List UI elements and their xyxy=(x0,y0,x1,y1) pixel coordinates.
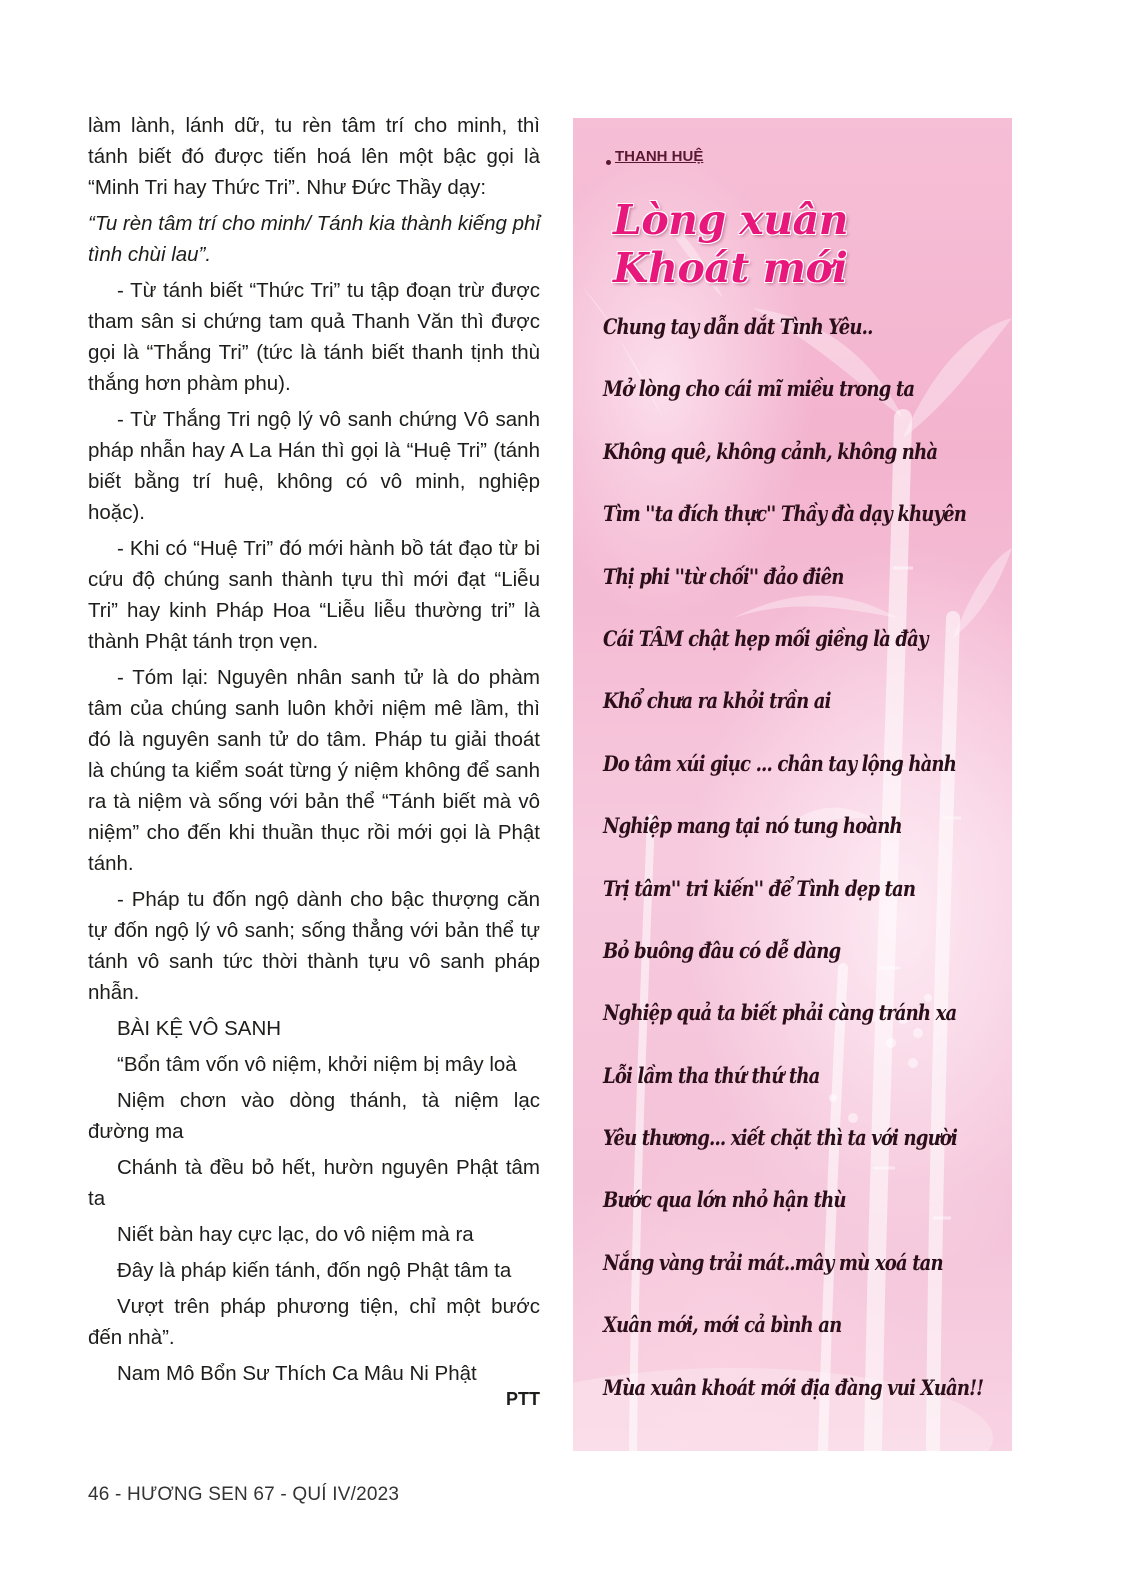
poem-body xyxy=(603,296,1008,1419)
signature: PTT xyxy=(506,1389,540,1409)
poem-line: Bỏ buông đâu có dễ dàng xyxy=(603,937,841,963)
poem-line: Chung tay dẫn dắt Tình Yêu.. xyxy=(603,314,873,339)
paragraph: - Pháp tu đốn ngộ dành cho bậc thượng căn tự đốn ngộ lý vô sanh; sống thẳng với bản thể tự tánh vô sanh tức thời thành tựu vô sanh pháp nhẫn. xyxy=(88,888,540,1004)
verse-line: Đây là pháp kiến tánh, đốn ngộ Phật tâm ta xyxy=(117,1259,512,1282)
poem-line: Khổ chưa ra khỏi trần ai xyxy=(603,688,831,714)
verse-line: “Bổn tâm vốn vô niệm, khởi niệm bị mây loà xyxy=(117,1053,517,1076)
page-footer: 46 - HƯƠNG SEN 67 - QUÍ IV/2023 xyxy=(88,1484,400,1505)
poem-line: Bước qua lớn nhỏ hận thù xyxy=(603,1187,846,1213)
poem-title: Lòng xuân Khoát mới xyxy=(613,196,849,292)
poem-line: Do tâm xúi giục ... chân tay lộng hành xyxy=(603,750,956,776)
poem-line: Nắng vàng trải mát..mây mù xoá tan xyxy=(603,1249,943,1275)
poem-author: THANH HUỆ xyxy=(615,148,704,165)
closing-line: Nam Mô Bổn Sư Thích Ca Mâu Ni Phật xyxy=(117,1362,477,1385)
article-column xyxy=(88,110,540,1410)
poem-line: Mở lòng cho cái mĩ miều trong ta xyxy=(603,376,915,402)
poem-line: Cái TÂM chật hẹp mối giềng là đây xyxy=(603,625,928,651)
poem-line: Không quê, không cảnh, không nhà xyxy=(603,438,938,464)
paragraph: - Từ tánh biết “Thức Tri” tu tập đoạn trừ được tham sân si chứng tam quả Thanh Văn thì được gọi là “Thắng Tri” (tức là tánh biết thanh tịnh thù thắng hơn phàm phu). xyxy=(88,279,540,395)
verse-heading: BÀI KỆ VÔ SANH xyxy=(117,1017,282,1040)
paragraph: - Từ Thắng Tri ngộ lý vô sanh chứng Vô sanh pháp nhẫn hay A La Hán thì gọi là “Huệ Tri” (tánh biết bằng trí huệ, không có vô minh, nghiệp hoặc). xyxy=(88,408,540,524)
verse-line: Niết bàn hay cực lạc, do vô niệm mà ra xyxy=(117,1223,474,1246)
poem-line: Mùa xuân khoát mới địa đàng vui Xuân!! xyxy=(603,1374,984,1400)
poem-line: Nghiệp mang tại nó tung hoành xyxy=(603,813,902,839)
poem-line: Yêu thương... xiết chặt thì ta với người xyxy=(603,1125,958,1151)
poem-line: Lỗi lầm tha thứ thứ tha xyxy=(603,1062,820,1088)
paragraph: làm lành, lánh dữ, tu rèn tâm trí cho minh, thì tánh biết đó được tiến hoá lên một bậc gọi là “Minh Tri hay Thức Tri”. Như Đức Thầy dạy: xyxy=(88,114,540,199)
paragraph: - Tóm lại: Nguyên nhân sanh tử là do phàm tâm của chúng sanh luôn khởi niệm mê lầm, thì đó là nguyên sanh tử do tâm. Pháp tu giải thoát là chúng ta kiểm soát từng ý niệm không để sanh ra tà niệm và sống với bản thể “Tánh biết mà vô niệm” cho đến khi thuần thục rồi mới gọi là Phật tánh. xyxy=(88,666,540,875)
verse-line: Niệm chơn vào dòng thánh, tà niệm lạc đường ma xyxy=(88,1089,540,1143)
verse-line: Chánh tà đều bỏ hết, hườn nguyên Phật tâm ta xyxy=(88,1156,540,1210)
poem-line: Trị tâm'' tri kiến'' để Tình dẹp tan xyxy=(603,875,916,901)
poem-panel xyxy=(573,118,1012,1451)
verse-line: Vượt trên pháp phương tiện, chỉ một bước đến nhà”. xyxy=(88,1295,540,1349)
bullet-icon xyxy=(606,160,611,165)
poem-line: Xuân mới, mới cả bình an xyxy=(603,1312,842,1338)
poem-line: Nghiệp quả ta biết phải càng tránh xa xyxy=(603,1000,957,1026)
quote-paragraph: “Tu rèn tâm trí cho minh/ Tánh kia thành kiếng phỉ tình chùi lau”. xyxy=(88,212,540,266)
poem-line: Thị phi ''từ chối'' đảo điên xyxy=(603,563,844,589)
poem-line: Tìm ''ta đích thực'' Thầy đà dạy khuyên xyxy=(603,501,967,527)
paragraph: - Khi có “Huệ Tri” đó mới hành bồ tát đạo từ bi cứu độ chúng sanh thành tựu thì mới đạt “Liễu Tri” hay kinh Pháp Hoa “Liễu liễu thường tri” là thành Phật tánh trọn vẹn. xyxy=(88,537,540,653)
